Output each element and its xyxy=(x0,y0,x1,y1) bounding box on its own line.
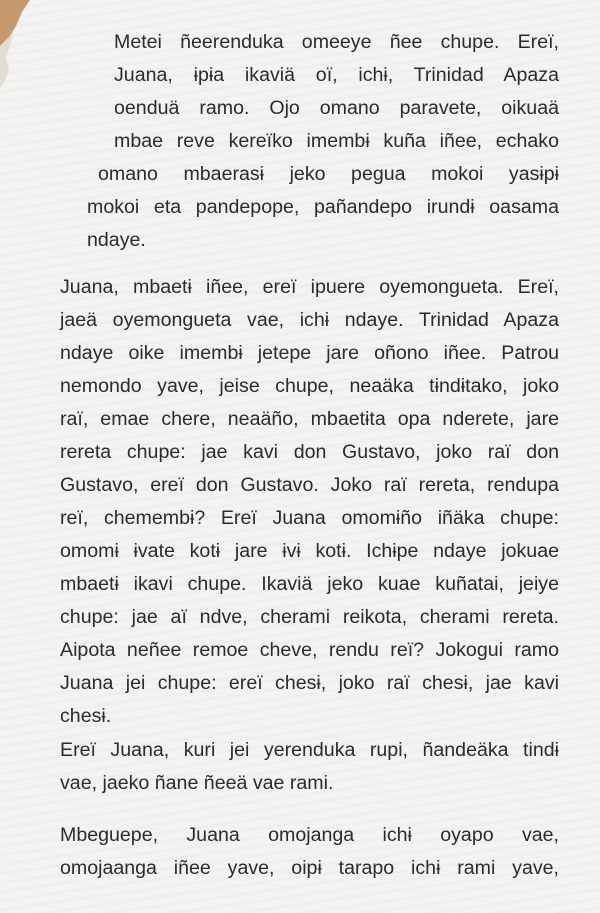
paragraph-2-line-13: Juana jei chupe: ereï chesɨ, joko raï chesɨ, jae kavi xyxy=(60,672,559,694)
paragraph-1-line-6: mokoi eta pandepope, pañandepo irundɨ oasama xyxy=(87,196,559,218)
paragraph-2-line-11: chupe: jae aï ndve, cherami reikota, cherami rereta. xyxy=(60,606,559,628)
paragraph-1-line-5: omano mbaerasɨ jeko pegua mokoi yasɨpɨ xyxy=(98,163,559,185)
paragraph-2-line-14: chesɨ. xyxy=(60,705,112,727)
paragraph-2-line-6: rereta chupe: jae kavi don Gustavo, joko raï don xyxy=(60,441,559,463)
paragraph-2-line-10: mbaetɨ ikavi chupe. Ikaviä jeko kuae kuñatai, jeiye xyxy=(60,573,559,595)
paragraph-2-line-7: Gustavo, ereï don Gustavo. Joko raï rereta, rendupa xyxy=(60,474,559,496)
paragraph-1-line-7: ndaye. xyxy=(87,229,146,251)
paragraph-2-line-8: reï, chemembɨ? Ereï Juana omomɨño iñäka chupe: xyxy=(60,507,559,529)
paragraph-2-line-3: ndaye oike imembɨ jetepe jare oñono iñee. Patrou xyxy=(60,342,559,364)
paragraph-1-line-3: oenduä ramo. Ojo omano paravete, oikuaä xyxy=(114,97,559,119)
paragraph-2-line-5: raï, emae chere, neaäño, mbaetɨta opa nderete, jare xyxy=(60,408,559,430)
paragraph-2-line-1: Juana, mbaetɨ iñee, ereï ipuere oyemongueta. Ereï, xyxy=(60,276,559,298)
paragraph-2-line-9: omomɨ ɨvate kotɨ jare ɨvɨ kotɨ. Ichɨpe ndaye jokuae xyxy=(60,540,559,562)
torn-paper-decoration xyxy=(0,0,40,90)
paragraph-3-line-2: vae, jaeko ñane ñeeä vae rami. xyxy=(60,772,334,794)
paragraph-3-line-1: Ereï Juana, kuri jei yerenduka rupi, ñandeäka tindɨ xyxy=(60,739,559,761)
paragraph-1 xyxy=(87,26,559,257)
paragraph-1-line-2: Juana, ɨpɨa ikaviä oï, ichɨ, Trinidad Apaza xyxy=(114,64,559,86)
paragraph-3 xyxy=(60,734,559,800)
paragraph-1-line-4: mbae reve kereïko imembɨ kuña iñee, echako xyxy=(114,130,559,152)
paragraph-2 xyxy=(60,271,559,733)
paragraph-4-line-1: Mbeguepe, Juana omojanga ichɨ oyapo vae, xyxy=(60,824,559,846)
paragraph-4-line-2: omojaanga iñee yave, oipɨ tarapo ichɨ rami yave, xyxy=(60,857,559,879)
paragraph-1-line-1: Metei ñeerenduka omeeye ñee chupe. Ereï, xyxy=(114,31,559,53)
paragraph-4 xyxy=(60,819,559,885)
paragraph-2-line-12: Aipota neñee remoe cheve, rendu reï? Jokogui ramo xyxy=(60,639,559,661)
paragraph-2-line-2: jaeä oyemongueta vae, ichɨ ndaye. Trinidad Apaza xyxy=(60,309,559,331)
paragraph-2-line-4: nemondo yave, jeise chupe, neaäka tɨndɨtako, joko xyxy=(60,375,559,397)
